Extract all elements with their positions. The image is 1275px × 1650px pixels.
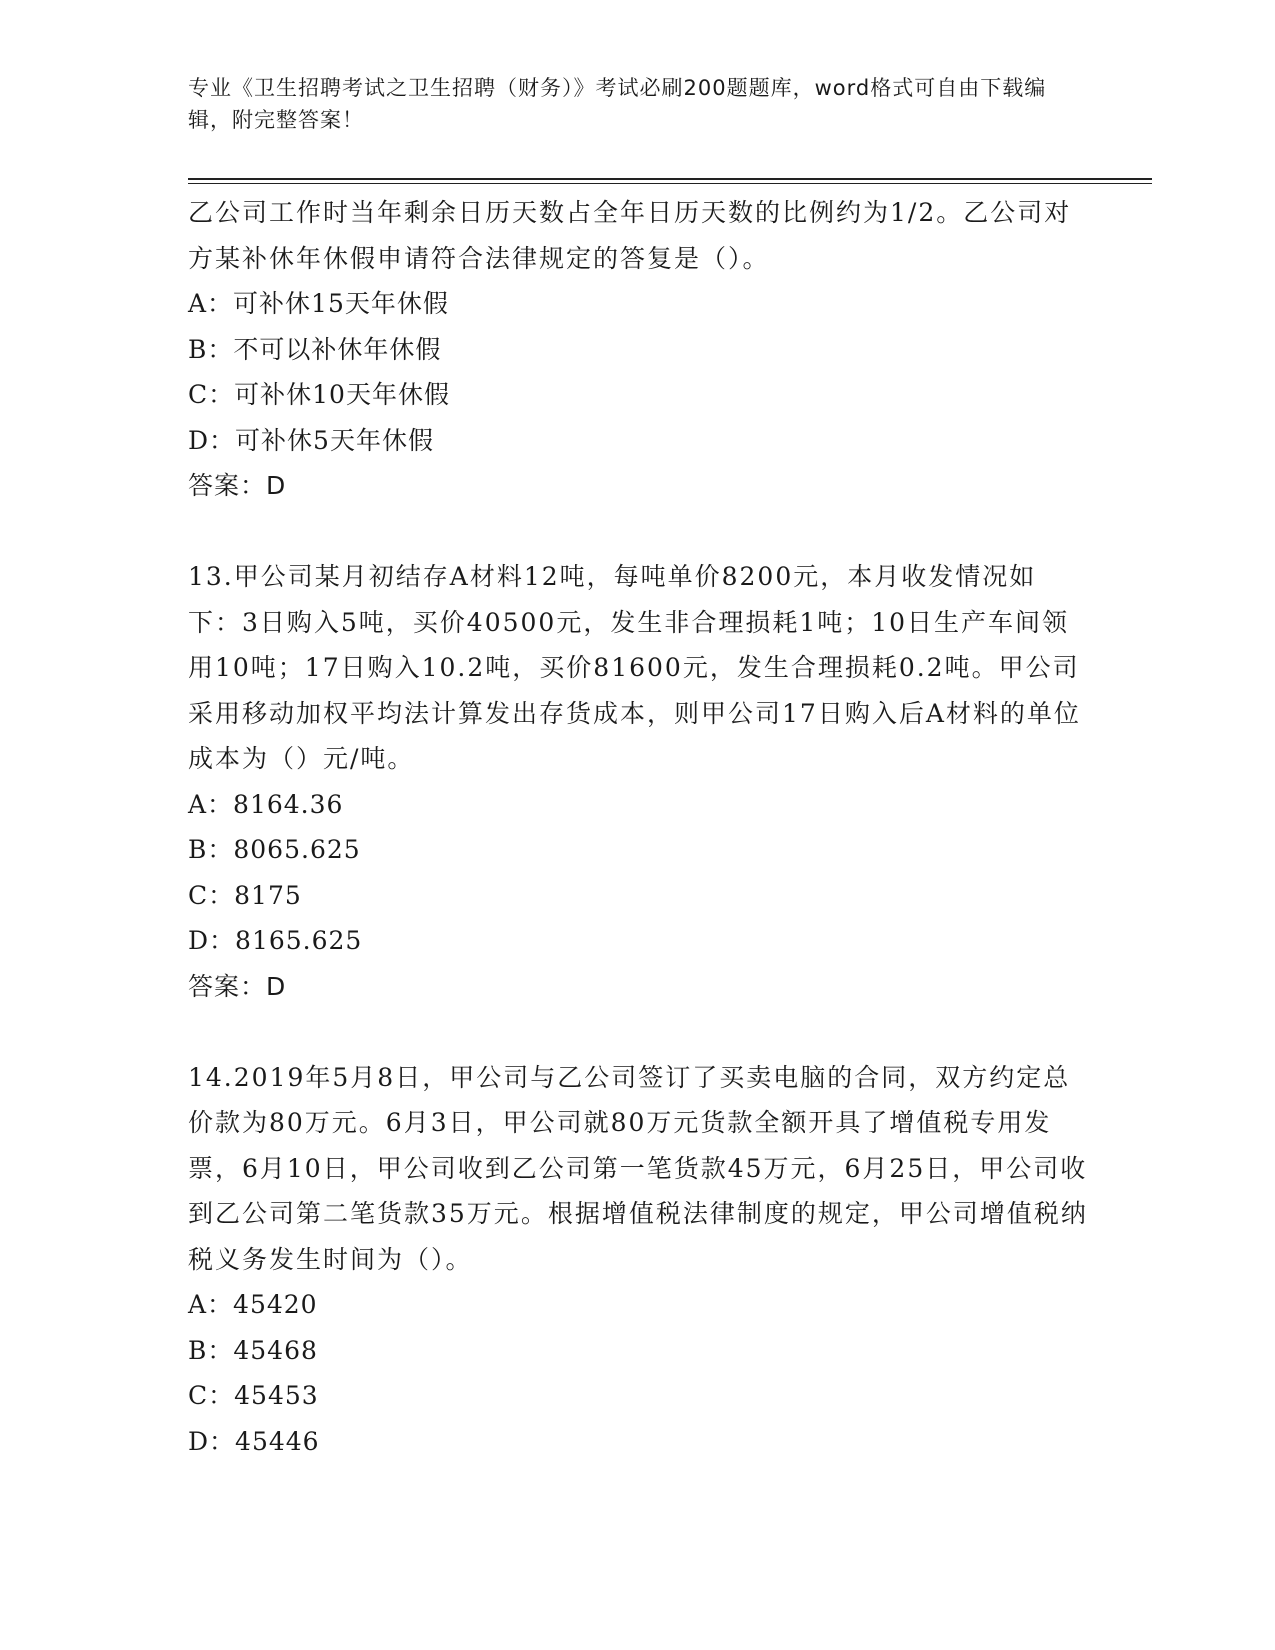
header-rule-thin [188, 183, 1152, 184]
option-a: A：45420 [188, 1290, 318, 1319]
question-block-12 [188, 190, 1088, 509]
option-d: D：45446 [188, 1426, 320, 1456]
block-spacer [188, 1009, 1088, 1055]
option-b: B：45468 [188, 1335, 318, 1365]
option-b: B：不可以补休年休假 [188, 334, 442, 364]
question-block-14 [188, 1055, 1088, 1465]
option-b: B：8065.625 [188, 835, 361, 864]
option-a: A：可补休15天年休假 [188, 289, 449, 318]
question-text: 14.2019年5月8日，甲公司与乙公司签订了买卖电脑的合同，双方约定总价款为80万元。6月3日，甲公司就80万元货款全额开具了增值税专用发票，6月10日，甲公司收到乙公司第一笔货款45万元，6月25日，甲公司收到乙公司第二笔货款35万元。根据增值税法律制度的规定，甲公司增值税纳税义务发生时间为（）。 [188, 1062, 1088, 1274]
option-a: A：8164.36 [188, 789, 344, 819]
answer-line: 答案：D [188, 471, 287, 500]
header-rule-thick [188, 178, 1152, 180]
question-text: 13.甲公司某月初结存A材料12吨，每吨单价8200元，本月收发情况如下：3日购入5吨，买价40500元，发生非合理损耗1吨；10日生产车间领用10吨；17日购入10.2吨，买价81600元，发生合理损耗0.2吨。甲公司采用移动加权平均法计算发出存货成本，则甲公司17日购入后A材料的单位成本为（）元/吨。 [188, 562, 1081, 773]
question-block-13 [188, 554, 1088, 1009]
document-body [188, 190, 1088, 1464]
question-text: 乙公司工作时当年剩余日历天数占全年日历天数的比例约为1/2。乙公司对方某补休年休假申请符合法律规定的答复是（）。 [188, 198, 1072, 273]
option-c: C：可补休10天年休假 [188, 380, 450, 409]
option-c: C：45453 [188, 1381, 319, 1410]
option-d: D：可补休5天年休假 [188, 425, 434, 455]
answer-line: 答案：D [188, 971, 287, 1001]
block-spacer [188, 509, 1088, 555]
option-c: C：8175 [188, 880, 302, 910]
header-title: 专业《卫生招聘考试之卫生招聘（财务）》考试必刷200题题库，word格式可自由下载编辑，附完整答案！ [188, 76, 1047, 132]
document-header [188, 72, 1068, 136]
option-d: D：8165.625 [188, 926, 363, 955]
